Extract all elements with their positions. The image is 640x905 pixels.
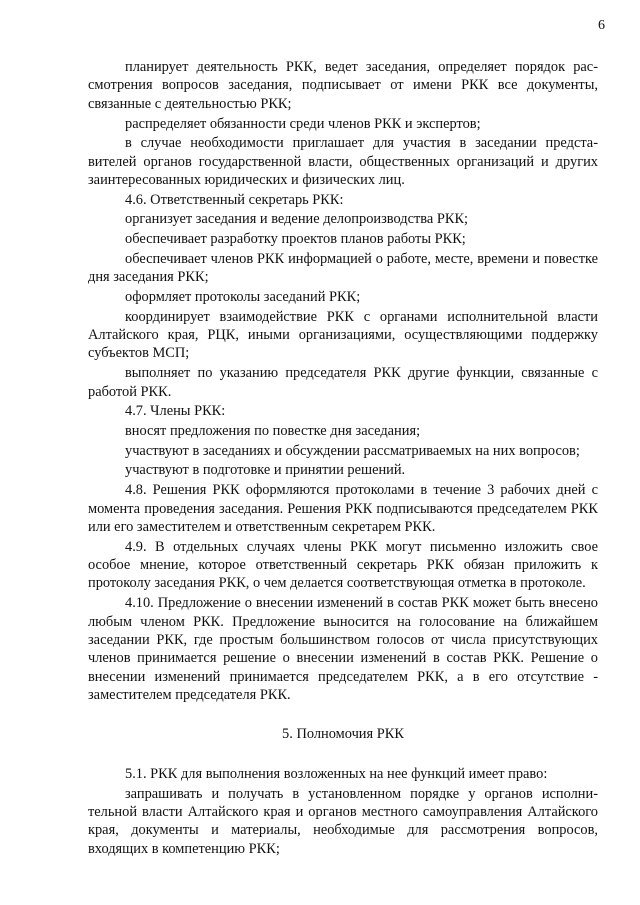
paragraph: координирует взаимодействие РКК с органами исполнительной власти Алтайского края, РЦК, иными организациями, осуществляющими поддержку субъектов МСП; <box>88 308 598 362</box>
paragraph: выполняет по указанию председателя РКК другие функции, связанные с работой РКК. <box>88 365 598 400</box>
paragraph: планирует деятельность РКК, ведет заседания, определяет порядок рассмотрения вопросов заседания, подписывает от имени РКК все документы, связанные с деятельностью РКК; <box>88 59 598 112</box>
paragraph: 4.8. Решения РКК оформляются протоколами в течение 3 рабочих дней с момента проведения заседания. Решения РКК подписываются председателем РКК или его заместителем и ответственным секретарем РКК. <box>88 482 598 535</box>
section-heading: 5. Полномочия РКК <box>282 725 404 742</box>
document-body <box>88 58 598 860</box>
clause-heading: 4.7. Члены РКК: <box>125 403 226 420</box>
paragraph: 4.10. Предложение о внесении изменений в состав РКК может быть внесено любым членом РКК. Предложение выносится на голосование на ближайшем заседании РКК, где простым большинством голосов от числа присутствующих членов принимается решение о внесении изменений в состав РКК. Решение о внесении изменений принимается председателем РКК, а в его отсутствие - заместителем председателя РКК. <box>88 595 598 704</box>
clause-heading: 4.6. Ответственный секретарь РКК: <box>125 191 344 208</box>
paragraph: 4.9. В отдельных случаях члены РКК могут письменно изложить свое особое мнение, которое ответственный секретарь РКК обязан приложить к протоколу заседания РКК, о чем делается соответствующая отметка в протоколе. <box>88 538 598 592</box>
page-number: 6 <box>598 18 605 33</box>
paragraph: обеспечивает членов РКК информацией о работе, месте, времени и повестке дня заседания РКК; <box>88 250 598 286</box>
paragraph: распределяет обязанности среди членов РКК и экспертов; <box>125 115 481 132</box>
paragraph: участвуют в подготовке и принятии решений. <box>125 462 406 479</box>
paragraph: в случае необходимости приглашает для участия в заседании представителей органов государственной власти, общественных организаций и других заинтересованных юридических и физических лиц. <box>88 135 598 189</box>
paragraph: участвуют в заседаниях и обсуждении рассматриваемых на них вопросов; <box>125 442 580 459</box>
paragraph: 5.1. РКК для выполнения возложенных на нее функций имеет право: <box>125 765 548 782</box>
paragraph: запрашивать и получать в установленном порядке у органов исполнительной власти Алтайского края и органов местного самоуправления Алтайского края, документы и материалы, необходимые для рассмотрения вопросов, входящих в компетенцию РКК; <box>88 785 598 857</box>
paragraph: вносят предложения по повестке дня заседания; <box>125 422 421 439</box>
paragraph: оформляет протоколы заседаний РКК; <box>125 288 361 305</box>
paragraph: организует заседания и ведение делопроизводства РКК; <box>125 211 469 228</box>
paragraph: обеспечивает разработку проектов планов работы РКК; <box>125 231 466 248</box>
